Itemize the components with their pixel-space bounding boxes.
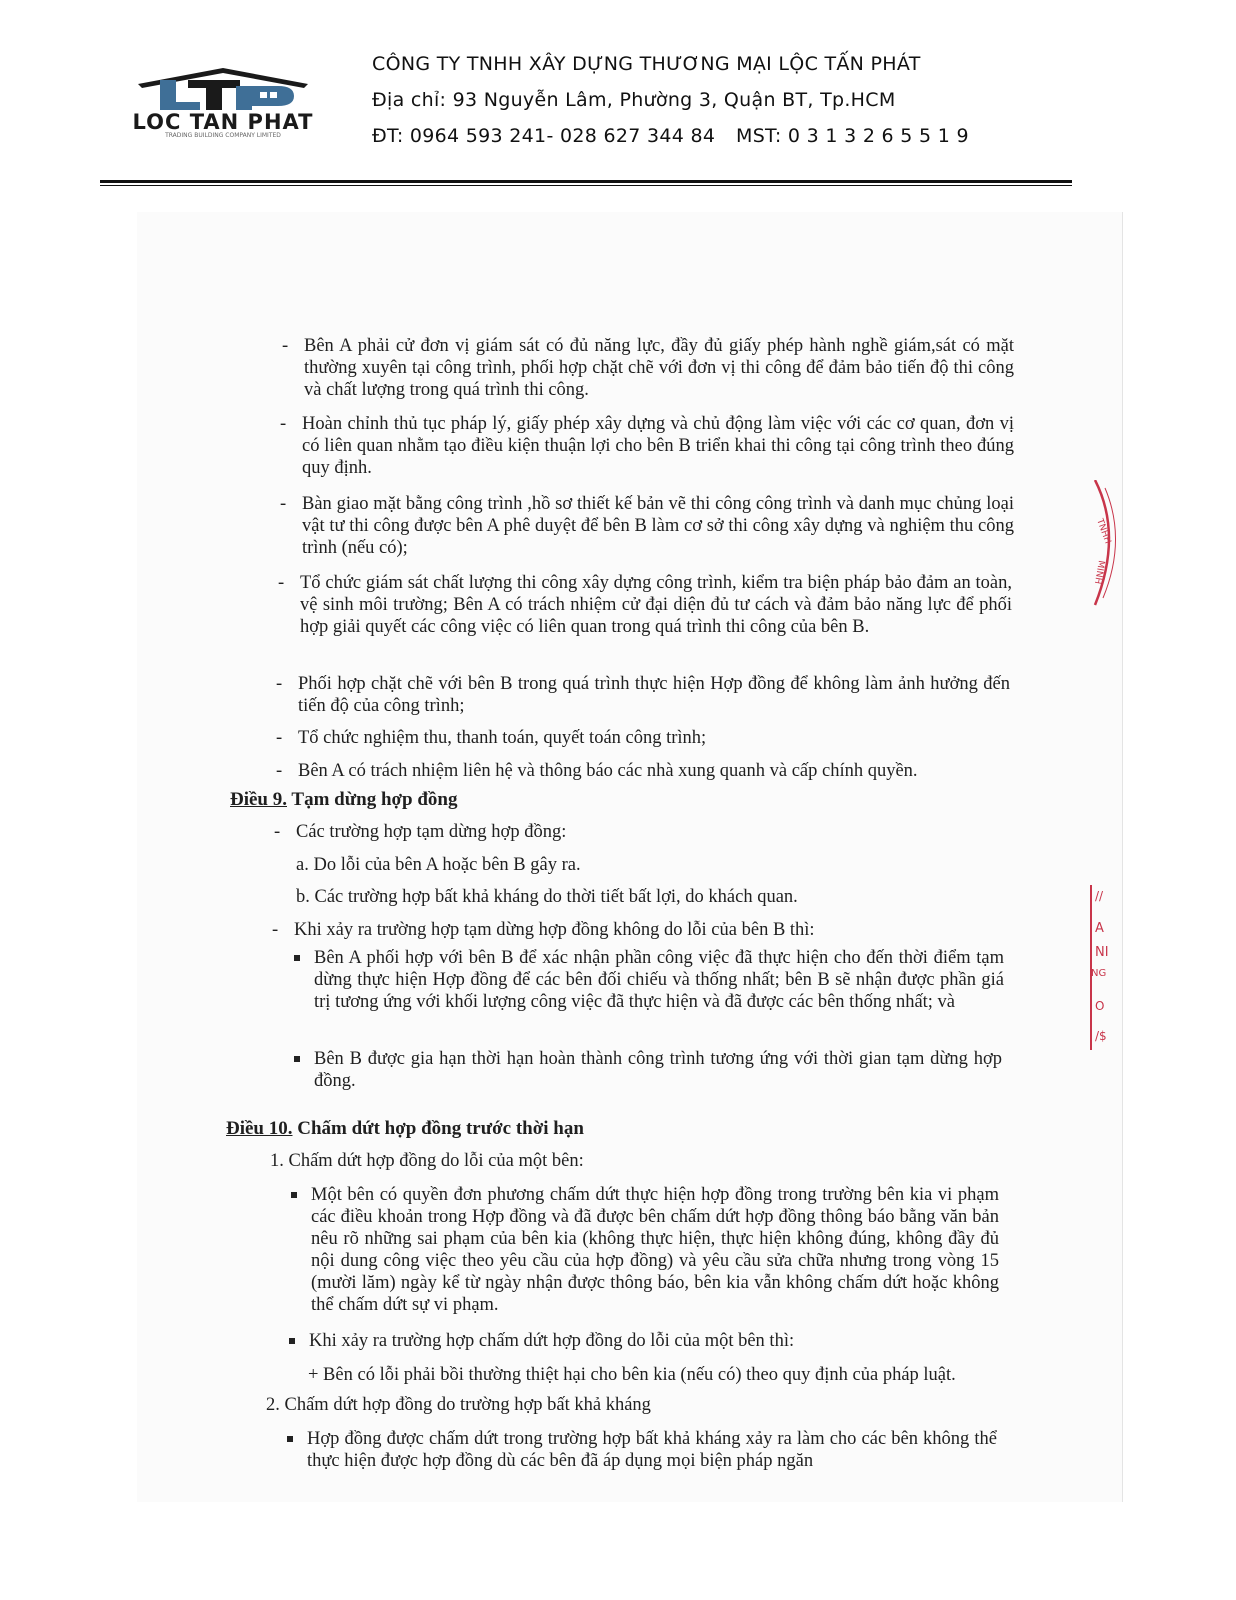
bullet-marker xyxy=(294,955,300,961)
dash-marker: - xyxy=(282,336,289,356)
list-item: - Bên A phải cử đơn vị giám sát có đủ năng lực, đầy đủ giấy phép hành nghề giám,sát có mặt thường xuyên tại công trình, phối hợp chặt chẽ với đơn vị thi công để đảm bảo tiến độ thi công và chất lượng trong quá trình thi công. xyxy=(282,336,1014,400)
company-name: CÔNG TY TNHH XÂY DỰNG THƯƠNG MẠI LỘC TẤN PHÁT xyxy=(372,53,921,75)
dash-marker: - xyxy=(280,414,287,434)
article-10-heading: Điều 10. Chấm dứt hợp đồng trước thời hạn xyxy=(226,1118,584,1139)
list-item: - Các trường hợp tạm dừng hợp đồng: xyxy=(274,822,567,842)
svg-text:A: A xyxy=(1095,921,1104,936)
dash-marker: - xyxy=(274,822,281,842)
bullet-marker xyxy=(287,1436,293,1442)
list-item: - Tổ chức nghiệm thu, thanh toán, quyết toán công trình; xyxy=(276,728,707,748)
case-a: a. Do lỗi của bên A hoặc bên B gây ra. xyxy=(296,855,581,875)
section-1-title: 1. Chấm dứt hợp đồng do lỗi của một bên: xyxy=(270,1151,584,1171)
plus-item: + Bên có lỗi phải bồi thường thiệt hại cho bên kia (nếu có) theo quy định của pháp luật. xyxy=(308,1365,956,1385)
svg-text:NG: NG xyxy=(1091,968,1107,979)
header-divider xyxy=(100,180,1072,183)
bullet-marker xyxy=(294,1056,300,1062)
dash-marker: - xyxy=(280,494,287,514)
bullet-item: Khi xảy ra trường hợp chấm dứt hợp đồng do lỗi của một bên thì: xyxy=(309,1330,999,1352)
svg-text:TNHH: TNHH xyxy=(1094,517,1113,546)
list-item: - Hoàn chỉnh thủ tục pháp lý, giấy phép xây dựng và chủ động làm việc với các cơ quan, đơn vị có liên quan nhằm tạo điều kiện thuận lợi cho bên B triển khai thi công tại công trình theo đúng quy định. xyxy=(280,414,1014,478)
header-divider-thin xyxy=(100,185,1072,186)
bullet-item: Bên A phối hợp với bên B để xác nhận phần công việc đã thực hiện cho đến thời điểm tạm dừng thực hiện Hợp đồng để các bên đối chiếu và thống nhất; bên B sẽ nhận được phần giá trị tương ứng với khối lượng công việc đã thực hiện và đã được các bên thống nhất; và xyxy=(314,947,1004,1013)
svg-text:O: O xyxy=(1095,999,1105,1013)
list-item: - Khi xảy ra trường hợp tạm dừng hợp đồng không do lỗi của bên B thì: xyxy=(272,920,815,940)
logo-text: LOC TAN PHAT xyxy=(132,110,314,134)
list-item: - Phối hợp chặt chẽ với bên B trong quá trình thực hiện Hợp đồng để không làm ảnh hưởng đến tiến độ của công trình; xyxy=(276,674,1010,716)
bullet-item: Hợp đồng được chấm dứt trong trường hợp bất khả kháng xảy ra làm cho các bên không thể thực hiện được hợp đồng dù các bên đã áp dụng mọi biện pháp ngăn xyxy=(307,1428,997,1472)
svg-text:MINH: MINH xyxy=(1091,559,1106,585)
section-2-title: 2. Chấm dứt hợp đồng do trường hợp bất khả kháng xyxy=(266,1395,651,1415)
svg-text://: // xyxy=(1095,889,1104,903)
dash-marker: - xyxy=(272,920,279,940)
bullet-marker xyxy=(289,1338,295,1344)
bullet-marker xyxy=(291,1192,297,1198)
list-item: - Bàn giao mặt bằng công trình ,hồ sơ thiết kế bản vẽ thi công công trình và danh mục chủng loại vật tư thi công được bên A phê duyệt để bên B làm cơ sở thi công xây dựng và nghiệm thu công trình (nếu có); xyxy=(280,494,1014,558)
case-b: b. Các trường hợp bất khả kháng do thời tiết bất lợi, do khách quan. xyxy=(296,887,798,907)
company-address: Địa chỉ: 93 Nguyễn Lâm, Phường 3, Quận BT, Tp.HCM xyxy=(372,89,896,111)
company-seal-fragment xyxy=(1085,480,1125,1060)
svg-text:/$: /$ xyxy=(1095,1029,1107,1043)
dash-marker: - xyxy=(276,761,283,781)
logo-subtitle: TRADING BUILDING COMPANY LIMITED xyxy=(165,132,281,139)
company-phone: ĐT: 0964 593 241- 028 627 344 84 xyxy=(372,125,716,147)
company-tax-code: MST: 0 3 1 3 2 6 5 5 1 9 xyxy=(736,125,969,147)
list-item: - Tổ chức giám sát chất lượng thi công xây dựng công trình, kiểm tra biện pháp bảo đảm an toàn, vệ sinh môi trường; Bên A có trách nhiệm cử đại diện đủ tư cách và đảm bảo năng lực để phối hợp giải quyết các công việc có liên quan trong quá trình thi công của bên B. xyxy=(278,573,1012,637)
dash-marker: - xyxy=(276,728,283,748)
bullet-item: Bên B được gia hạn thời hạn hoàn thành công trình tương ứng với thời gian tạm dừng hợp đồng. xyxy=(314,1048,1002,1092)
dash-marker: - xyxy=(276,674,283,694)
svg-text:NI: NI xyxy=(1095,945,1109,960)
article-9-heading: Điều 9. Tạm dừng hợp đồng xyxy=(230,789,458,810)
dash-marker: - xyxy=(278,573,285,593)
bullet-item: Một bên có quyền đơn phương chấm dứt thực hiện hợp đồng trong trường bên kia vi phạm các điều khoản trong Hợp đồng và đã được bên chấm dứt hợp đồng thông báo bằng văn bản nêu rõ những sai phạm của bên kia (không thực hiện, thực hiện không đúng, không đầy đủ nội dung công việc theo yêu cầu của hợp đồng) và yêu cầu sửa chữa nhưng trong vòng 15 (mười lăm) ngày kể từ ngày nhận được thông báo, bên kia vẫn không chấm dứt hoặc không thể chấm dứt sự vi phạm. xyxy=(311,1184,999,1316)
list-item: - Bên A có trách nhiệm liên hệ và thông báo các nhà xung quanh và cấp chính quyền. xyxy=(276,761,918,781)
